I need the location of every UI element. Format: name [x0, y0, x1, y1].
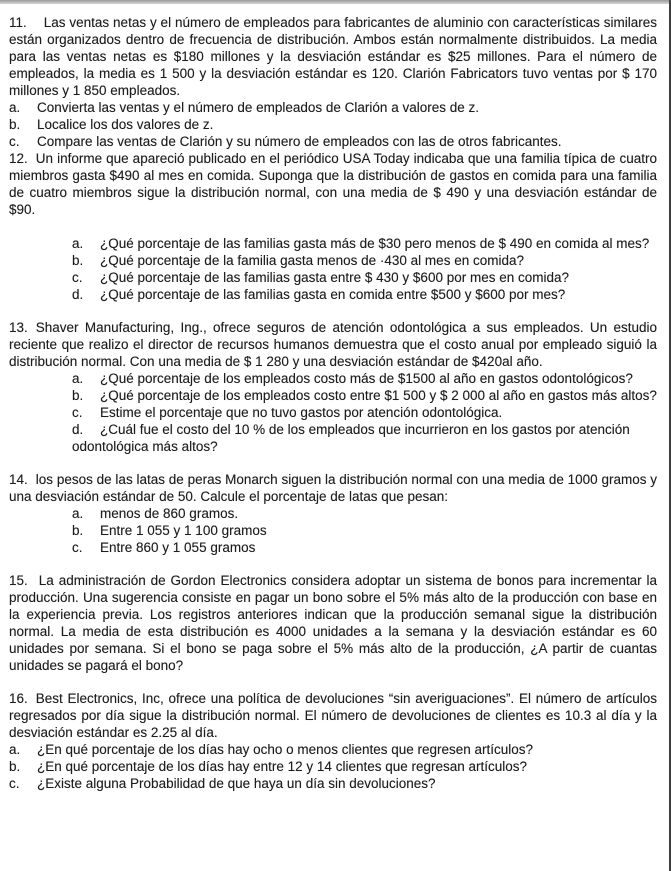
sub-item-text: Entre 1 055 y 1 100 gramos [100, 523, 267, 538]
sub-item-text: ¿Qué porcentaje de los empleados costo más de $1500 al año en gastos odontológicos? [100, 371, 633, 386]
sub-item-label: a. [72, 236, 84, 251]
sub-item-label: c. [9, 776, 20, 791]
sub-item [9, 116, 657, 133]
sub-item-label: c. [72, 405, 83, 420]
sub-item [72, 505, 657, 522]
sub-item [72, 235, 657, 252]
problem-paragraph: 15. La administración de Gordon Electronics considera adoptar un sistema de bonos para incrementar la producción. Una sugerencia consiste en pagar un bono sobre el 5% más alto de la producción con base en la experiencia previa. Los registros anteriores indican que la producción semanal sigue la distribución normal. La media de esta distribución es 4000 unidades a la semana y la desviación estándar es 60 unidades por semana. Si el bono se paga sobre el 5% más alto de la producción, ¿A partir de cuantas unidades se pagará el bono? [9, 573, 657, 673]
sub-item [9, 775, 657, 792]
sub-item-label: a. [9, 742, 21, 757]
sub-item-label: c. [72, 540, 83, 555]
sub-item-label: d. [72, 287, 84, 302]
sub-item-text: ¿Qué porcentaje de las familias gasta en comida entre $500 y $600 por mes? [100, 287, 566, 302]
sub-item-text: ¿Existe alguna Probabilidad de que haya un día sin devoluciones? [37, 776, 436, 791]
sub-item-label: a. [72, 506, 84, 521]
sub-item-list [72, 370, 657, 455]
sub-item-text: ¿En qué porcentaje de los días hay ocho o menos clientes que regresen artículos? [37, 742, 534, 757]
sub-item-text: ¿Cuál fue el costo del 10 % de los empleados que incurrieron en los gastos por atención odontológica más altos? [72, 422, 630, 454]
sub-item-label: b. [9, 759, 21, 774]
sub-item [72, 404, 657, 421]
sub-item [72, 421, 657, 455]
sub-item [72, 370, 657, 387]
sub-item [72, 252, 657, 269]
problem-paragraph: 14. los pesos de las latas de peras Monarch siguen la distribución normal con una media de 1000 gramos y una desviación estándar de 50. Calcule el porcentaje de latas que pesan: [9, 472, 657, 504]
sub-item-label: b. [72, 253, 84, 268]
sub-item-text: Compare las ventas de Clarión y su número de empleados con las de otros fabricantes. [37, 134, 562, 149]
problem-paragraph: 11. Las ventas netas y el número de empleados para fabricantes de aluminio con características similares están organizados dentro de frecuencia de distribución. Ambos están normalmente distribuidos. La media para las ventas netas es $180 millones y la desviación estándar es $25 millones. Para el número de empleados, la media es 1 500 y la desviación estándar es 120. Clarión Fabricators tuvo ventas por $ 170 millones y 1 850 empleados. [9, 15, 657, 98]
sub-item-label: b. [9, 117, 21, 132]
sub-item-text: ¿Qué porcentaje de los empleados costo entre $1 500 y $ 2 000 al año en gastos más altos? [100, 388, 657, 403]
sub-item [9, 99, 657, 116]
sub-item [72, 286, 657, 303]
sub-item-text: menos de 860 gramos. [100, 506, 239, 521]
sub-item-text: Entre 860 y 1 055 gramos [100, 540, 256, 555]
sub-item [72, 269, 657, 286]
problem-14 [9, 471, 657, 556]
sub-item-label: d. [72, 422, 84, 437]
problems-container [9, 14, 657, 792]
problem-15 [9, 572, 657, 674]
problem-16 [9, 690, 657, 792]
sub-item-label: a. [72, 371, 84, 386]
sub-item-list [72, 505, 657, 556]
problem-number: 14. [9, 472, 28, 487]
problem-number: 15. [9, 573, 28, 588]
sub-item-label: c. [9, 134, 20, 149]
sub-item-label: b. [72, 523, 84, 538]
sub-item-text: Localice los dos valores de z. [37, 117, 214, 132]
sub-item [9, 741, 657, 758]
sub-item-text: Convierta las ventas y el número de empleados de Clarión a valores de z. [37, 100, 479, 115]
sub-item-list [9, 99, 657, 150]
sub-item-text: ¿En qué porcentaje de los días hay entre 12 y 14 clientes que regresan artículos? [37, 759, 528, 774]
sub-item-label: c. [72, 270, 83, 285]
problem-number: 13. [9, 320, 28, 335]
problem-11 [9, 14, 657, 150]
sub-item-label: a. [9, 100, 21, 115]
sub-item [72, 539, 657, 556]
problem-number: 16. [9, 691, 28, 706]
sub-item-list [72, 235, 657, 303]
problem-13 [9, 319, 657, 455]
problem-number: 11. [9, 15, 27, 30]
sub-item [9, 758, 657, 775]
sub-item [72, 522, 657, 539]
sub-item-list [9, 741, 657, 792]
sub-item-text: ¿Qué porcentaje de las familias gasta más de $30 pero menos de $ 490 en comida al mes? [100, 236, 650, 251]
sub-item [9, 133, 657, 150]
problem-paragraph: 16. Best Electronics, Inc, ofrece una política de devoluciones “sin averiguaciones”. El número de artículos regresados por día sigue la distribución normal. El número de devoluciones de clientes es 10.3 al día y la desviación estándar es 2.25 al día. [9, 691, 657, 740]
sub-item-text: ¿Qué porcentaje de las familias gasta entre $ 430 y $600 por mes en comida? [100, 270, 570, 285]
scan-edge-top-artifact [0, 0, 671, 4]
sub-item-text: ¿Qué porcentaje de la familia gasta menos de ·430 al mes en comida? [100, 253, 524, 268]
sub-item-text: Estime el porcentaje que no tuvo gastos por atención odontológica. [100, 405, 503, 420]
problem-number: 12. [9, 151, 28, 166]
problem-paragraph: 13. Shaver Manufacturing, Ing., ofrece seguros de atención odontológica a sus empleados. Un estudio reciente que realizo el director de recursos humanos demuestra que el costo anual por empleado siguió la distribución normal. Con una media de $ 1 280 y una desviación estándar de $420al año. [9, 320, 657, 369]
sub-item-label: b. [72, 388, 84, 403]
problem-paragraph: 12. Un informe que apareció publicado en el periódico USA Today indicaba que una familia típica de cuatro miembros gasta $490 al mes en comida. Suponga que la distribución de gastos en comida para una familia de cuatro miembros sigue la distribución normal, con una media de $ 490 y una desviación estándar de $90. [9, 151, 657, 217]
sub-item [72, 387, 657, 404]
problem-12 [9, 150, 657, 303]
